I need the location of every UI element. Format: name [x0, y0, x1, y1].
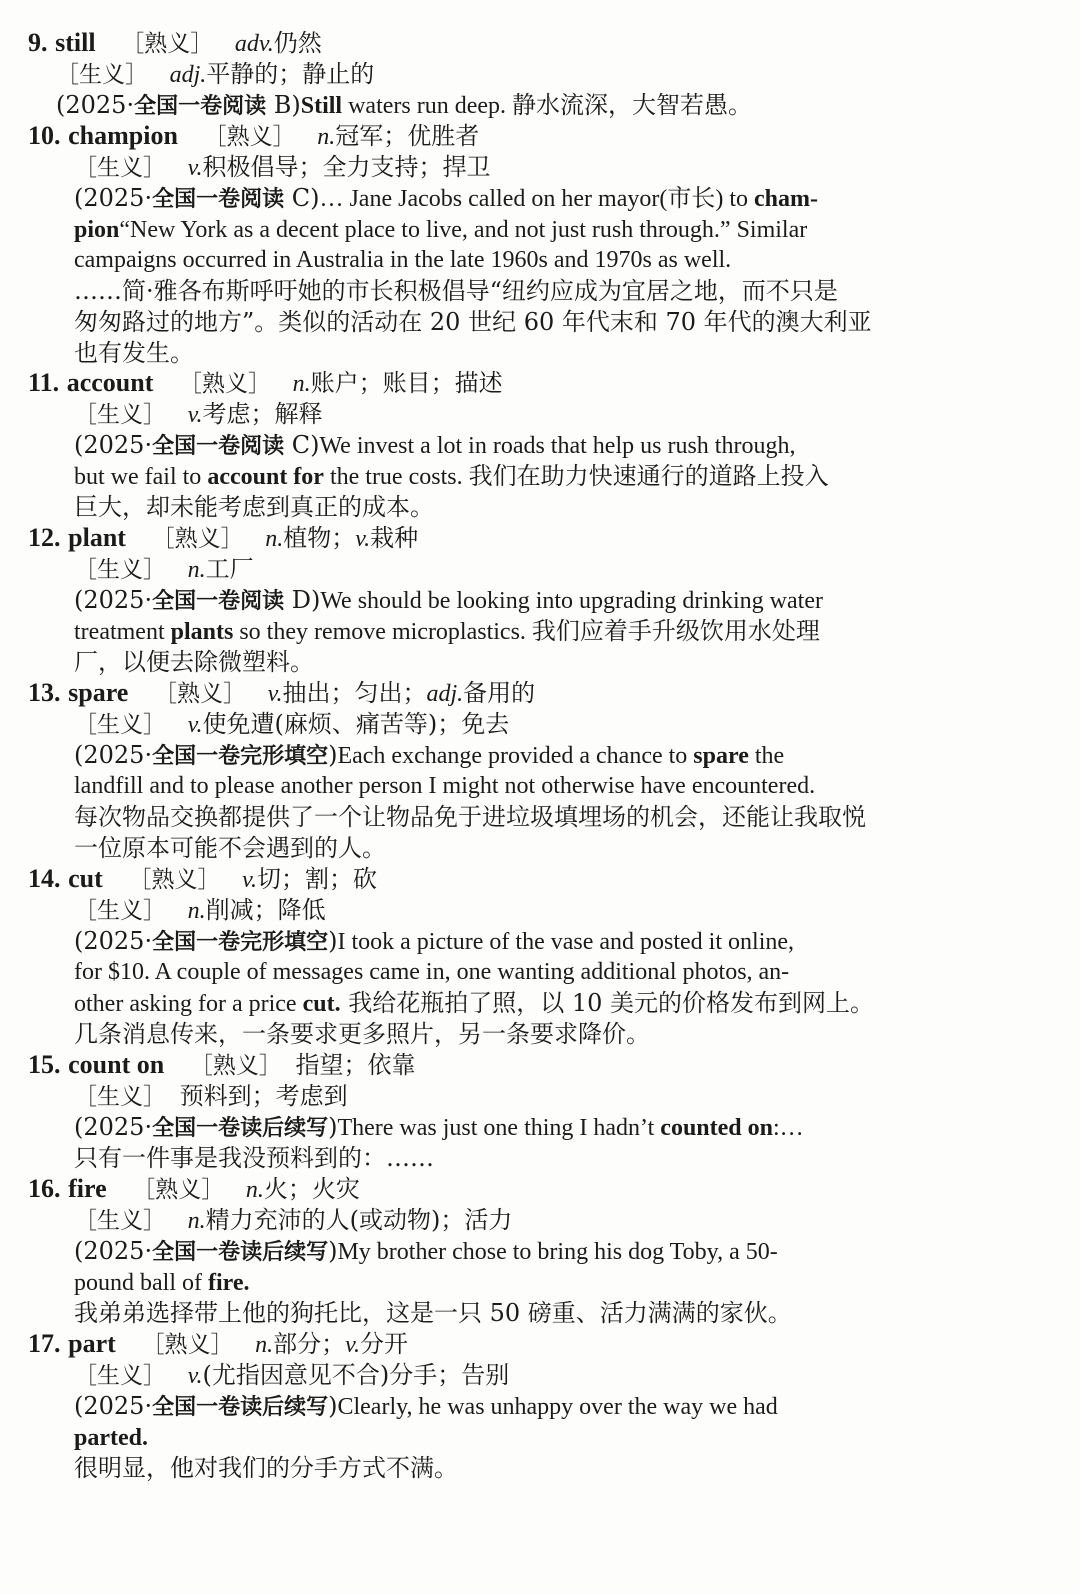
- example-text: other asking for a price: [74, 991, 303, 1017]
- entry-term: still: [55, 28, 96, 57]
- familiar-tag: ［熟义］: [153, 681, 246, 707]
- entry-9-new-meaning: [56, 59, 374, 90]
- entry-17-example-line-1: [74, 1391, 778, 1422]
- familiar-tag: ［熟义］: [151, 526, 244, 552]
- entry-13-new-meaning: [74, 709, 509, 740]
- example-keyword: fire.: [207, 1270, 250, 1296]
- familiar-pos: n.: [255, 1332, 274, 1358]
- example-text: waters run deep. 静水流深，大智若愚。: [342, 93, 753, 119]
- source-close: ): [328, 927, 338, 955]
- entry-13-heading: [28, 678, 535, 709]
- source-close: D): [284, 586, 321, 614]
- familiar-def: 火；火灾: [263, 1175, 360, 1203]
- entry-13-translation-line-1: 每次物品交换都提供了一个让物品免于进垃圾填埋场的机会，还能让我取悦: [74, 803, 866, 831]
- familiar-def: 植物；: [283, 524, 356, 552]
- entry-number: 13.: [28, 678, 61, 707]
- entry-term: spare: [68, 678, 129, 707]
- source-close: ): [328, 1392, 338, 1420]
- entry-term: plant: [68, 523, 126, 552]
- familiar-def: 冠军；优胜者: [335, 122, 480, 150]
- entry-16-heading: [28, 1174, 360, 1205]
- new-def: 考虑；解释: [202, 400, 323, 428]
- entry-14-heading: [28, 864, 377, 895]
- entry-number: 14.: [28, 864, 61, 893]
- source-open: (2025·: [74, 431, 153, 459]
- entry-14-example-line-2: for $10. A couple of messages came in, one wanting additional photos, an-: [74, 959, 790, 985]
- example-text: Clearly, he was unhappy over the way we had: [337, 1394, 778, 1420]
- example-keyword: spare: [693, 743, 749, 769]
- new-pos: n.: [187, 1208, 206, 1234]
- example-keyword: cham-: [753, 186, 818, 212]
- entry-11-heading: [28, 368, 503, 399]
- entry-term: fire: [68, 1174, 107, 1203]
- example-keyword: Still: [300, 93, 343, 119]
- familiar-pos-2: v.: [355, 526, 371, 552]
- example-translation: 我给花瓶拍了照，以 10 美元的价格发布到网上。: [340, 989, 875, 1017]
- source-open: (2025·: [74, 927, 153, 955]
- source-open: (2025·: [74, 184, 153, 212]
- example-keyword: account for: [207, 464, 324, 490]
- familiar-pos: v.: [267, 681, 283, 707]
- example-text: My brother chose to bring his dog Toby, a 50-: [337, 1239, 778, 1265]
- familiar-def-2: 备用的: [463, 679, 536, 707]
- new-def: 削减；降低: [205, 896, 326, 924]
- entry-term: count on: [68, 1050, 165, 1079]
- familiar-def: 仍然: [273, 29, 322, 57]
- entry-number: 15.: [28, 1050, 61, 1079]
- new-def: (尤指因意见不合)分手；告别: [202, 1361, 510, 1389]
- source-label: 全国一卷阅读: [152, 434, 285, 459]
- source-label: 全国一卷读后续写: [152, 1116, 329, 1141]
- example-text: We invest a lot in roads that help us rush through,: [319, 433, 796, 459]
- new-def: 精力充沛的人(或动物)；活力: [205, 1206, 513, 1234]
- source-label: 全国一卷阅读: [134, 94, 267, 119]
- entry-13-translation-line-2: 一位原本可能不会遇到的人。: [74, 834, 386, 862]
- familiar-def: 账户；账目；描述: [310, 369, 503, 397]
- new-pos: v.: [187, 712, 203, 738]
- entry-10-example-line-3: campaigns occurred in Australia in the late 1960s and 1970s as well.: [74, 247, 732, 273]
- familiar-pos-2: adj.: [426, 681, 464, 707]
- new-tag: ［生义］: [74, 402, 166, 428]
- new-tag: ［生义］: [74, 557, 166, 583]
- entry-9-heading: [28, 28, 322, 59]
- source-open: (2025·: [74, 1392, 153, 1420]
- example-text: I took a picture of the vase and posted it online,: [337, 929, 795, 955]
- familiar-tag: ［熟义］: [179, 371, 272, 397]
- example-text: :…: [772, 1115, 804, 1141]
- example-text: the: [748, 743, 785, 769]
- new-pos: adj.: [169, 62, 207, 88]
- familiar-pos: adv.: [234, 31, 274, 57]
- new-tag: ［生义］: [74, 712, 166, 738]
- familiar-pos: n.: [317, 124, 336, 150]
- entry-term: cut: [68, 864, 103, 893]
- example-text: Each exchange provided a chance to: [337, 743, 694, 769]
- entry-15-translation: 只有一件事是我没预料到的：……: [74, 1144, 434, 1172]
- example-text: “New York as a decent place to live, and not just rush through.” Similar: [119, 217, 808, 243]
- example-text: We should be looking into upgrading drinking water: [320, 588, 823, 614]
- familiar-pos-2: v.: [345, 1332, 360, 1358]
- entry-11-example-line-2: [74, 461, 829, 492]
- entry-14-example-line-3: [74, 988, 874, 1019]
- source-label: 全国一卷完形填空: [152, 930, 329, 955]
- entry-11-new-meaning: [74, 399, 323, 430]
- example-text: so they remove microplastics. 我们应着手升级饮用水处理: [233, 619, 820, 645]
- entry-number: 10.: [28, 121, 61, 150]
- entry-16-new-meaning: [74, 1205, 512, 1236]
- source-close: C): [284, 184, 320, 212]
- new-pos: n.: [187, 557, 206, 583]
- entry-10-translation-line-1: ……简·雅各布斯呼吁她的市长积极倡导“纽约应成为宜居之地，而不只是: [74, 277, 838, 305]
- new-pos: v.: [187, 402, 203, 428]
- new-tag: ［生义］: [74, 155, 166, 181]
- source-close: ): [328, 1113, 338, 1141]
- entry-17-new-meaning: [74, 1360, 509, 1391]
- entry-number: 9.: [28, 28, 48, 57]
- example-text: pound ball of: [74, 1270, 208, 1296]
- entry-10-translation-line-3: 也有发生。: [74, 339, 194, 367]
- example-text: the true costs. 我们在助力快速通行的道路上投入: [323, 464, 829, 490]
- example-keyword: pion: [74, 217, 120, 243]
- entry-14-example-line-1: [74, 926, 794, 957]
- entry-13-example-line-2: landfill and to please another person I might not otherwise have encountered.: [74, 773, 816, 799]
- new-tag: ［生义］: [74, 1363, 166, 1389]
- source-label: 全国一卷阅读: [152, 589, 285, 614]
- source-label: 全国一卷读后续写: [152, 1240, 329, 1265]
- example-keyword: parted.: [74, 1425, 148, 1451]
- new-pos: v.: [187, 155, 203, 181]
- entry-10-example-line-1: [74, 183, 818, 214]
- entry-number: 16.: [28, 1174, 61, 1203]
- familiar-tag: ［熟义］: [121, 31, 214, 57]
- entry-number: 12.: [28, 523, 61, 552]
- example-text: There was just one thing I hadn’t: [337, 1115, 661, 1141]
- new-def: 使免遭(麻烦、痛苦等)；免去: [202, 710, 510, 738]
- source-close: B): [266, 91, 301, 119]
- entry-15-example-line-1: [74, 1112, 804, 1143]
- new-tag: ［生义］: [74, 898, 166, 924]
- new-pos: v.: [187, 1363, 203, 1389]
- entry-14-translation: 几条消息传来，一条要求更多照片，另一条要求降价。: [74, 1020, 650, 1048]
- familiar-tag: ［熟义］: [132, 1177, 225, 1203]
- entry-16-translation: 我弟弟选择带上他的狗托比，这是一只 50 磅重、活力满满的家伙。: [74, 1299, 792, 1327]
- entry-term: part: [68, 1329, 116, 1358]
- entry-15-heading: [28, 1050, 416, 1081]
- entry-17-example-line-2: [74, 1422, 148, 1453]
- entry-9-example: [56, 90, 752, 121]
- new-tag: ［生义］: [56, 62, 148, 88]
- source-close: C): [284, 431, 320, 459]
- new-tag: ［生义］: [74, 1208, 166, 1234]
- entry-term: champion: [68, 121, 178, 150]
- entry-10-heading: [28, 121, 479, 152]
- source-label: 全国一卷读后续写: [152, 1395, 329, 1420]
- example-keyword: counted on: [660, 1115, 773, 1141]
- familiar-pos: n.: [245, 1177, 264, 1203]
- new-tag: ［生义］: [74, 1084, 166, 1110]
- example-text: … Jane Jacobs called on her mayor(市长) to: [319, 186, 754, 212]
- familiar-def-2: 栽种: [370, 524, 419, 552]
- source-open: (2025·: [74, 586, 153, 614]
- entry-12-example-line-1: [74, 585, 823, 616]
- source-close: ): [328, 1237, 338, 1265]
- familiar-def: 部分；: [273, 1330, 346, 1358]
- source-close: ): [328, 741, 338, 769]
- entry-12-new-meaning: [74, 554, 254, 585]
- familiar-tag: ［熟义］: [141, 1332, 234, 1358]
- source-open: (2025·: [74, 741, 153, 769]
- entry-16-example-line-1: [74, 1236, 778, 1267]
- familiar-def: 切；割；砍: [256, 865, 377, 893]
- source-open: (2025·: [74, 1113, 153, 1141]
- familiar-pos: v.: [242, 867, 257, 893]
- new-def: 预料到；考虑到: [179, 1082, 348, 1110]
- familiar-def-2: 分开: [359, 1330, 408, 1358]
- new-def: 积极倡导；全力支持；捍卫: [202, 153, 491, 181]
- new-def: 平静的；静止的: [206, 60, 375, 88]
- entry-11-example-line-1: [74, 430, 795, 461]
- example-text: but we fail to: [74, 464, 208, 490]
- new-pos: n.: [187, 898, 206, 924]
- familiar-pos: n.: [265, 526, 284, 552]
- familiar-pos: n.: [292, 371, 311, 397]
- familiar-tag: ［熟义］: [128, 867, 221, 893]
- familiar-def: 抽出；匀出；: [282, 679, 427, 707]
- entry-13-example-line-1: [74, 740, 784, 771]
- entry-10-example-line-2: [74, 214, 807, 245]
- entry-14-new-meaning: [74, 895, 326, 926]
- entry-number: 17.: [28, 1329, 61, 1358]
- source-open: (2025·: [56, 91, 135, 119]
- entry-12-example-line-2: [74, 616, 820, 647]
- entry-10-translation-line-2: 匆匆路过的地方”。类似的活动在 20 世纪 60 年代末和 70 年代的澳大利亚: [74, 308, 872, 336]
- entry-17-heading: [28, 1329, 408, 1360]
- familiar-def: 指望；依靠: [295, 1051, 416, 1079]
- source-label: 全国一卷完形填空: [152, 744, 329, 769]
- source-label: 全国一卷阅读: [152, 187, 285, 212]
- example-keyword: cut.: [302, 991, 341, 1017]
- entry-16-example-line-2: [74, 1267, 250, 1298]
- example-keyword: plants: [170, 619, 234, 645]
- entry-12-translation: 厂，以便去除微塑料。: [74, 648, 314, 676]
- example-text: treatment: [74, 619, 171, 645]
- entry-number: 11.: [28, 368, 60, 397]
- source-open: (2025·: [74, 1237, 153, 1265]
- entry-term: account: [66, 368, 154, 397]
- new-def: 工厂: [205, 555, 254, 583]
- entry-12-heading: [28, 523, 418, 554]
- entry-11-translation: 巨大，却未能考虑到真正的成本。: [74, 493, 434, 521]
- entry-10-new-meaning: [74, 152, 491, 183]
- entry-15-new-meaning: [74, 1081, 348, 1112]
- familiar-tag: ［熟义］: [203, 124, 296, 150]
- entry-17-translation: 很明显，他对我们的分手方式不满。: [74, 1454, 458, 1482]
- familiar-tag: ［熟义］: [189, 1053, 282, 1079]
